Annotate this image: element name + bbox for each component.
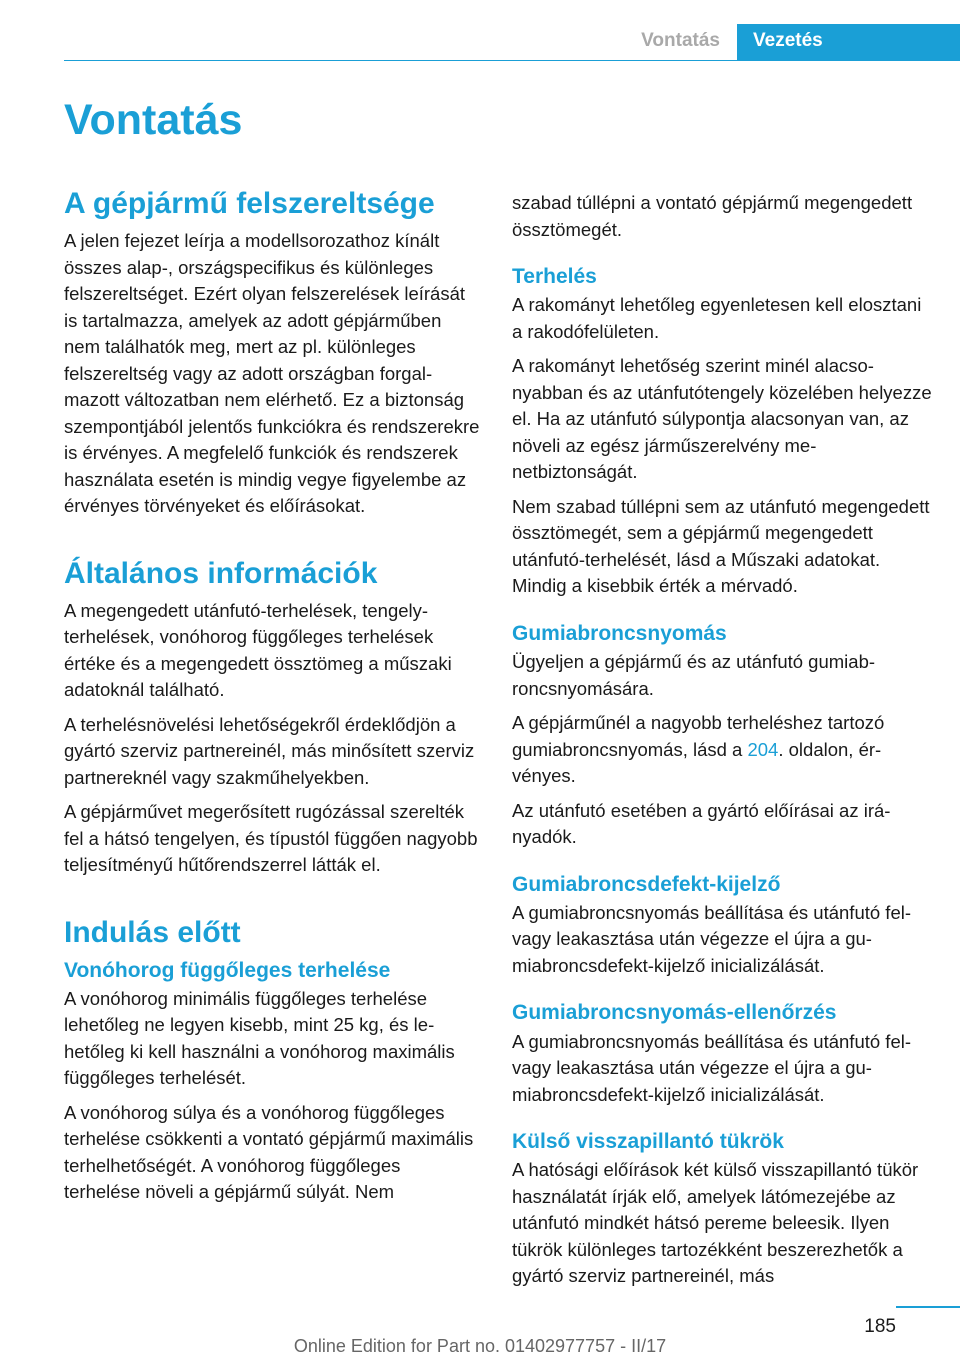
- load-paragraph-1: A rakományt lehetőleg egyenletesen kell elosztani a rakodófelületen.: [512, 294, 922, 342]
- equipment-heading: A gépjármű felszereltsége: [64, 187, 435, 220]
- exterior-mirrors-paragraph: A hatósági előírások két külső visszapillantó tükör használatát írják elő, amelyek látómezejébe az utánfutó mindkét hátsó pereme beleesik. Ilyen tükrök különleges tartozékként beszerezhetők a gyártó szerviz partnereinél, más: [512, 1159, 919, 1287]
- tyre-pressure-heading: Gumiabroncsnyomás: [512, 621, 727, 645]
- page-number: 185: [864, 1316, 896, 1337]
- header-divider: [64, 60, 960, 61]
- tyre-pressure-check-heading: Gumiabroncsnyomás-ellenőrzés: [512, 1001, 837, 1025]
- general-info-heading: Általános információk: [64, 556, 378, 590]
- tyre-pressure-paragraph-2: [512, 710, 932, 790]
- load-paragraph-3: Nem szabad túllépni sem az utánfutó megengedett össztömegét, sem a gépjármű megengedett utánfutó-terhelését, lásd a Műszaki adatokat. Mindig a kisebbik érték a mérvadó.: [512, 495, 930, 597]
- footer-edition-text: Online Edition for Part no. 01402977757 - II/17: [293, 1336, 667, 1356]
- general-info-paragraph-3: A gépjárművet megerősített rugózással szerelték fel a hátsó tengelyen, és típustól függően nagyobb teljesítményű hűtőrendszerrel látták el.: [64, 801, 478, 875]
- exterior-mirrors-heading: Külső visszapillantó tükrök: [512, 1130, 784, 1154]
- header-chapter-tab: [737, 24, 960, 61]
- footer-divider: [896, 1306, 960, 1308]
- general-info-paragraph-1: A megengedett utánfutó-terhelések, tengelyterhelések, vonóhorog függőleges terhelések értéke és a megengedett össztömeg a műszaki adatoknál található.: [64, 599, 452, 700]
- header-section-label: Vontatás: [641, 30, 720, 51]
- tyre-pressure-check-paragraph: A gumiabroncsnyomás beállítása és utánfutó fel- vagy leakasztása után végezze el újra a gumiabroncsdefekt-kijelző inicializálását.: [512, 1030, 912, 1105]
- general-info-paragraph-2: A terhelésnövelési lehetőségekről érdeklődjön a gyártó szerviz partnereinél, más minősített szerviz partnereknél vagy szakműhelyekben.: [64, 713, 475, 788]
- tyre-pressure-paragraph-3: Az utánfutó esetében a gyártó előírásai az irányadók.: [512, 799, 891, 848]
- load-paragraph-2: A rakományt lehetőség szerint minél alacsonyabban és az utánfutótengely közelében helyezze el. Ha az utánfutó súlypontja alacsonyan van, az növeli az egész járműszerelvény menetbiztonságát.: [512, 355, 932, 483]
- equipment-text: A jelen fejezet leírja a modellsorozathoz kínált összes alap-, országspecifikus és különleges felszereltséget. Ezért olyan felszerelések leírását is tartalmazza, amelyek az adott gépjárműben nem találhatók meg, mert az pl. különleges felszereltség vagy az adott országban forgalmazott változatban nem elérhető. Ez a biztonság szempontjából jelentős funkciókra és rendszerekre is érvényes. A megfelelő funkciók és rendszerek használata esetén is mindig vegye figyelembe az érvényes törvényeket és előírásokat.: [64, 230, 480, 516]
- flat-tyre-monitor-paragraph: A gumiabroncsnyomás beállítása és utánfutó fel- vagy leakasztása után végezze el újra a gumiabroncsdefekt-kijelző inicializálását.: [512, 901, 912, 976]
- tyre-text-after-link: . oldalon, érvényes.: [512, 738, 882, 787]
- tyre-text-before-link: A gépjárműnél a nagyobb terheléshez tartozó gumiabroncsnyomás, lásd a: [512, 712, 885, 760]
- before-start-heading: Indulás előtt: [64, 915, 241, 949]
- hitch-load-paragraph-1: A vonóhorog minimális függőleges terhelése lehetőleg ne legyen kisebb, mint 25 kg, és lehetőleg ki kell használni a vonóhorog maximális függőleges terhelését.: [64, 987, 455, 1089]
- continued-text: szabad túllépni a vontató gépjármű megengedett össztömegét.: [512, 192, 913, 240]
- hitch-load-paragraph-2: A vonóhorog súlya és a vonóhorog függőleges terhelése csökkenti a vontató gépjármű maximális terhelhetőségét. A vonóhorog függőleges terhelése növeli a gépjármű súlyát. Nem: [64, 1101, 474, 1203]
- hitch-load-heading: Vonóhorog függőleges terhelése: [64, 958, 391, 982]
- flat-tyre-monitor-heading: Gumiabroncsdefekt-kijelző: [512, 872, 781, 896]
- page-title: Vontatás: [64, 96, 243, 144]
- header-chapter-label: Vezetés: [753, 30, 823, 51]
- load-heading: Terhelés: [512, 265, 597, 288]
- page-reference-link[interactable]: 204: [747, 738, 779, 760]
- right-column: [512, 190, 932, 1298]
- tyre-pressure-paragraph-1: Ügyeljen a gépjármű és az utánfutó gumiabroncsnyomására.: [512, 651, 876, 699]
- left-column: [64, 186, 480, 1214]
